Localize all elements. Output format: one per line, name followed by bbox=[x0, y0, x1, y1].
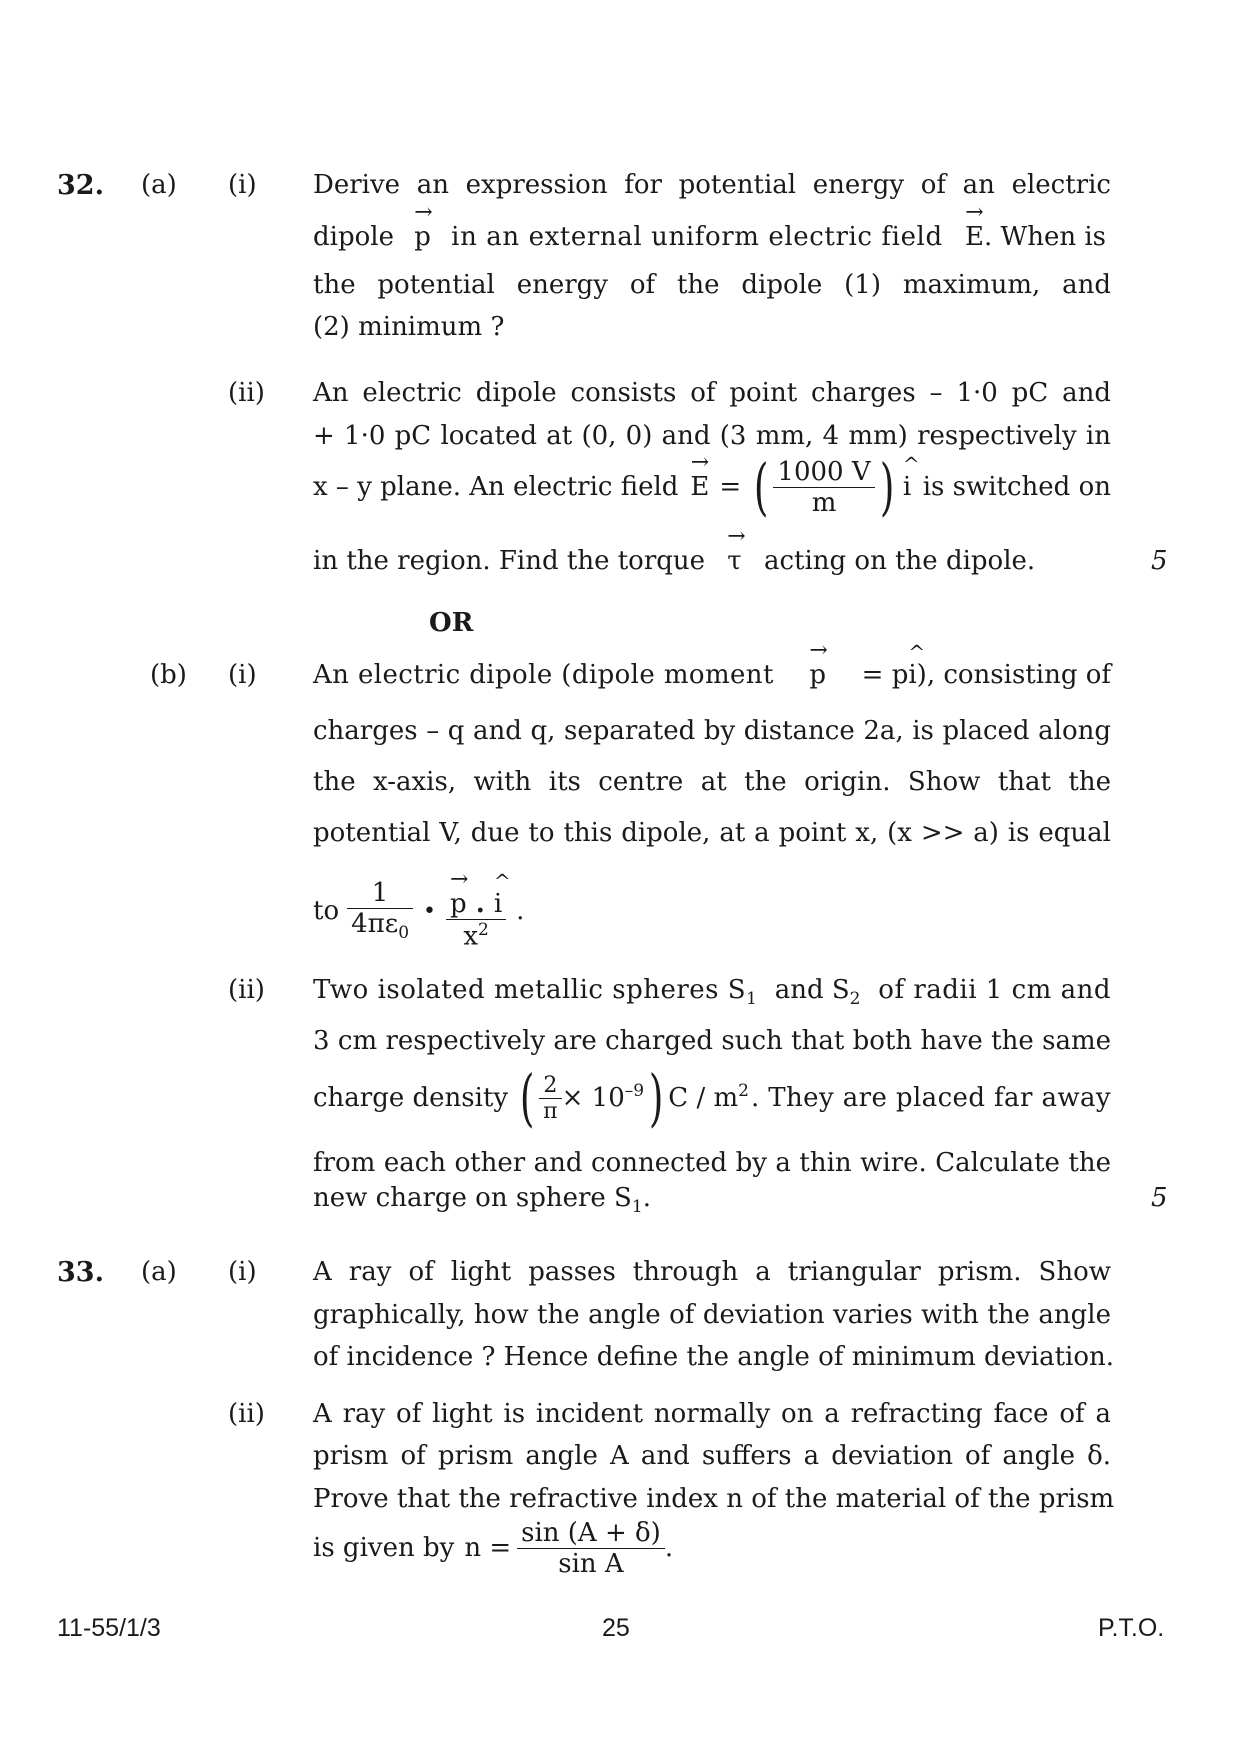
q32-a-i-line-2: dipole → p in an external uniform electric field → E. When is bbox=[313, 200, 1107, 252]
q33-subpart-ii-label: (ii) bbox=[228, 1399, 265, 1429]
q33-a-i-line-2: graphically, how the angle of deviation varies with the angle bbox=[313, 1300, 1111, 1330]
marks-32b: 5 bbox=[1151, 1183, 1168, 1213]
or-divider: OR bbox=[429, 608, 474, 638]
part-b-label: (b) bbox=[150, 660, 187, 690]
q32-b-i-line-2: charges – q and q, separated by distance 2a, is placed along bbox=[313, 716, 1111, 746]
question-number-32: 32. bbox=[57, 170, 104, 201]
question-number-33: 33. bbox=[57, 1257, 104, 1288]
q33-a-i-line-3: of incidence ? Hence define the angle of minimum deviation. bbox=[313, 1342, 1115, 1372]
q33-a-ii-line-3: Prove that the refractive index n of the material of the prism bbox=[313, 1484, 1115, 1514]
part-a-label: (a) bbox=[141, 170, 177, 200]
subpart-i-label-b: (i) bbox=[228, 660, 257, 690]
q32-b-ii-line-3: charge density ( $\frac{2}{\pi}$ × 10 $^{-9}$ ) C / m $^2$ . They are placed far away bbox=[313, 1061, 1111, 1134]
q32-b-i-line-4: potential V, due to this dipole, at a point x, (x >> a) is equal bbox=[313, 818, 1111, 848]
paper-code: 11-55/1/3 bbox=[57, 1614, 161, 1642]
q32-b-i-line-1: An electric dipole (dipole moment → p = p ^ i), consisting of bbox=[313, 638, 1111, 690]
q32-a-ii-line-4: in the region. Find the torque → τ acting on the dipole. bbox=[313, 524, 1036, 576]
subpart-i-label: (i) bbox=[228, 170, 257, 200]
q32-b-ii-line-4: from each other and connected by a thin wire. Calculate the bbox=[313, 1148, 1111, 1178]
q32-b-ii-line-1: Two isolated metallic spheres $S_1$ and $S_2$ of radii 1 cm and bbox=[313, 975, 1111, 1010]
q33-part-a-label: (a) bbox=[141, 1257, 177, 1287]
field-fraction: $\frac{1000 V}{m}$ bbox=[773, 457, 874, 518]
q33-subpart-i-label: (i) bbox=[228, 1257, 257, 1287]
marks-32a: 5 bbox=[1151, 546, 1168, 576]
q32-a-i-line-3: the potential energy of the dipole (1) maximum, and bbox=[313, 270, 1111, 300]
q32-a-i-line-1: Derive an expression for potential energy of an electric bbox=[313, 170, 1111, 200]
q32-b-ii-line-5: new charge on sphere $S_1$. bbox=[313, 1183, 651, 1218]
page-number: 25 bbox=[602, 1614, 630, 1642]
subpart-ii-label: (ii) bbox=[228, 378, 265, 408]
q33-a-ii-line-2: prism of prism angle A and suffers a deviation of angle δ. bbox=[313, 1441, 1111, 1471]
subpart-ii-label-b: (ii) bbox=[228, 975, 265, 1005]
please-turn-over: P.T.O. bbox=[1098, 1614, 1165, 1642]
q32-a-i-line-4: (2) minimum ? bbox=[313, 312, 505, 342]
q33-a-ii-line-4: is given by n = $\frac{\sin (A + \delta)}{\text{sin A}}$ . bbox=[313, 1517, 674, 1579]
q33-a-i-line-1: A ray of light passes through a triangular prism. Show bbox=[313, 1257, 1111, 1287]
q32-a-ii-line-2: + 1·0 pC located at (0, 0) and (3 mm, 4 mm) respectively in bbox=[313, 421, 1111, 451]
q32-b-i-line-5: to $\frac{1}{4\pi\varepsilon_0}$ • → p . ^ i $x^2$ . bbox=[313, 866, 525, 952]
q32-b-i-line-3: the x-axis, with its centre at the origin. Show that the bbox=[313, 767, 1111, 797]
q33-a-ii-line-1: A ray of light is incident normally on a refracting face of a bbox=[313, 1399, 1111, 1429]
q32-a-ii-line-1: An electric dipole consists of point charges – 1·0 pC and bbox=[313, 378, 1111, 408]
q32-b-ii-line-2: 3 cm respectively are charged such that both have the same bbox=[313, 1026, 1111, 1056]
q32-a-ii-line-3: x – y plane. An electric field → E = ( $\frac{1000 V}{m}$ ) ^ i is switched on bbox=[313, 450, 1111, 523]
